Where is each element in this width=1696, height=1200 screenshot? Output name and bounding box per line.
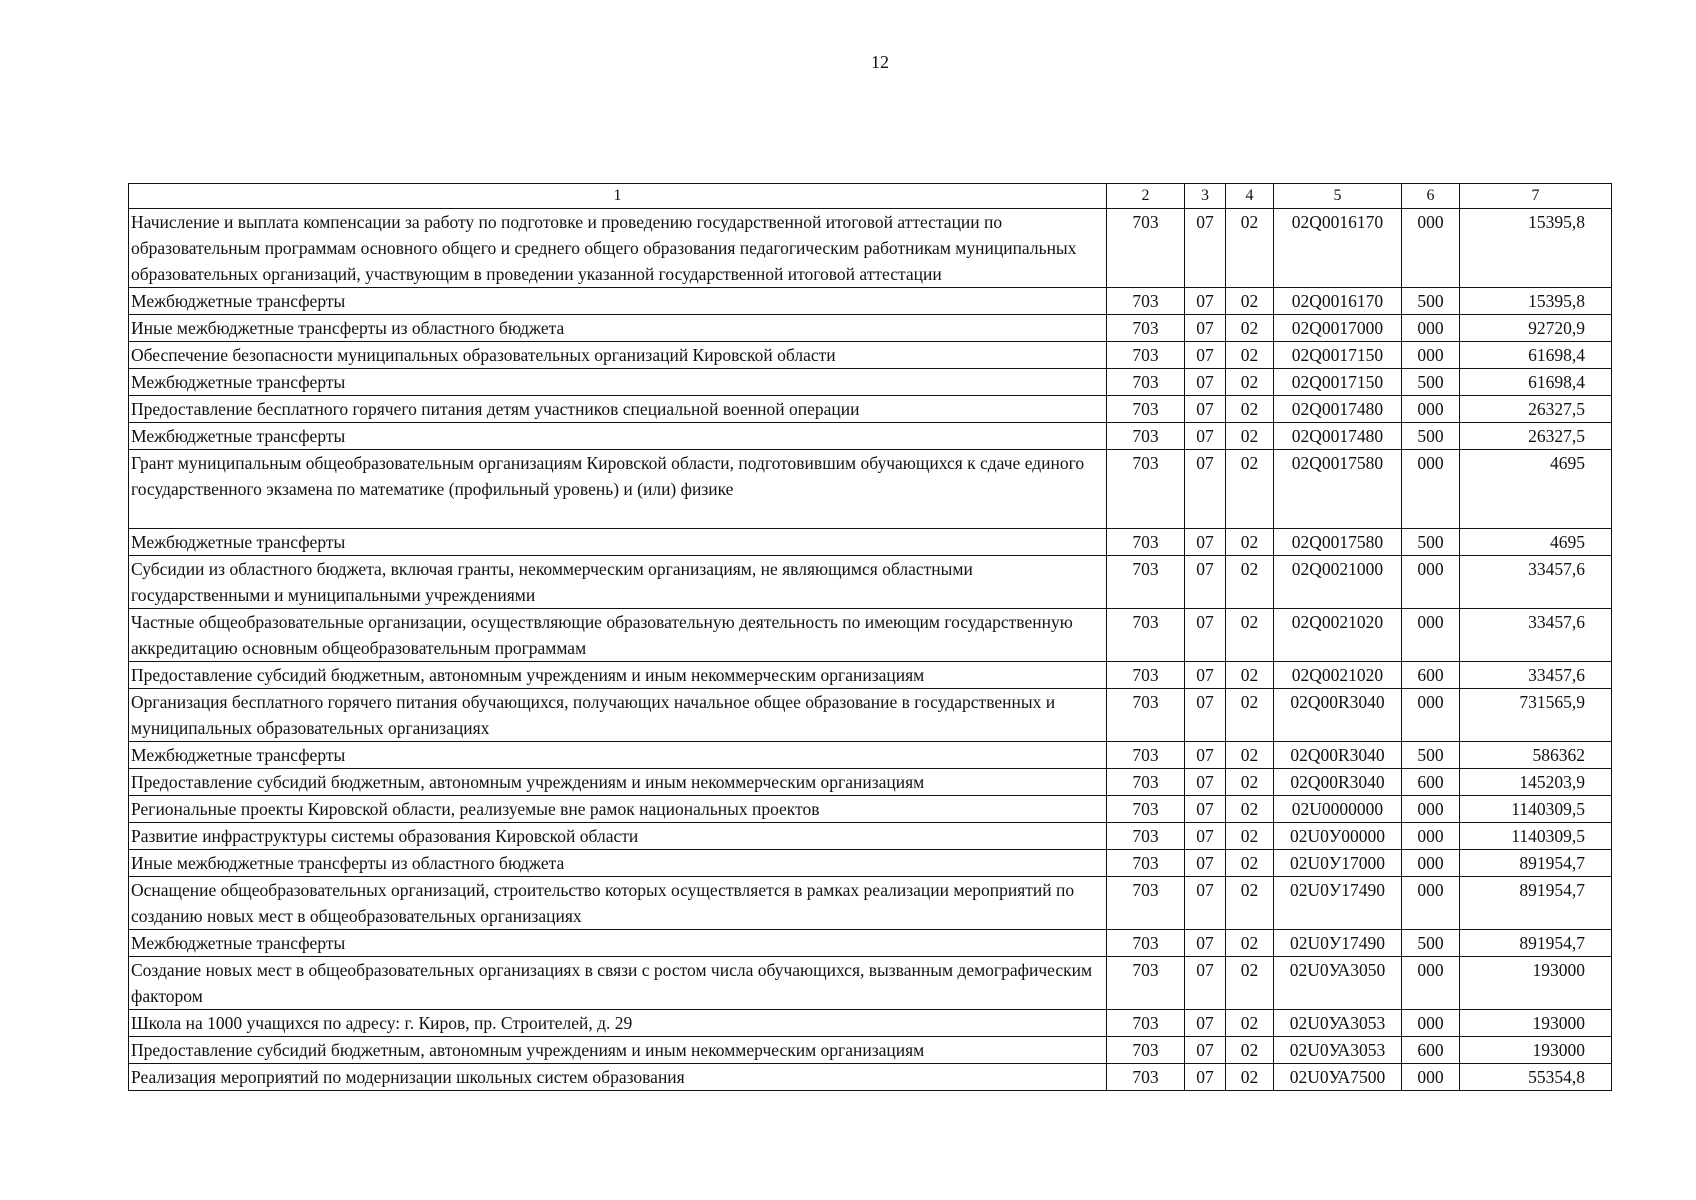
row-vr-cell: 000 xyxy=(1402,877,1460,930)
row-name-cell: Грант муниципальным общеобразовательным организациям Кировской области, подготовившим обучающихся к сдаче единого государственного экзамена по математике (профильный уровень) и (или) физике xyxy=(129,450,1107,529)
row-name-cell: Развитие инфраструктуры системы образования Кировской области xyxy=(129,823,1107,850)
row-vr-cell: 500 xyxy=(1402,423,1460,450)
row-sum-cell: 33457,6 xyxy=(1460,556,1612,609)
table-row xyxy=(129,450,1612,529)
row-ved-cell: 703 xyxy=(1107,689,1185,742)
header-col-5: 5 xyxy=(1274,184,1402,209)
row-vr-cell: 600 xyxy=(1402,769,1460,796)
row-name-cell: Школа на 1000 учащихся по адресу: г. Киров, пр. Строителей, д. 29 xyxy=(129,1010,1107,1037)
header-col-1: 1 xyxy=(129,184,1107,209)
row-name-cell: Предоставление субсидий бюджетным, автономным учреждениям и иным некоммерческим организациям xyxy=(129,1037,1107,1064)
table-row xyxy=(129,1037,1612,1064)
row-csr-cell: 02U0У17490 xyxy=(1274,877,1402,930)
table-row xyxy=(129,742,1612,769)
row-ved-cell: 703 xyxy=(1107,769,1185,796)
row-ved-cell: 703 xyxy=(1107,609,1185,662)
row-name-cell: Субсидии из областного бюджета, включая гранты, некоммерческим организациям, не являющимся областными государственными и муниципальными учреждениями xyxy=(129,556,1107,609)
row-razd-cell: 07 xyxy=(1185,1037,1226,1064)
row-ved-cell: 703 xyxy=(1107,556,1185,609)
row-ved-cell: 703 xyxy=(1107,930,1185,957)
row-podrazd-cell: 02 xyxy=(1226,288,1274,315)
row-csr-cell: 02Q00R3040 xyxy=(1274,689,1402,742)
row-sum-cell: 1140309,5 xyxy=(1460,823,1612,850)
table-row xyxy=(129,288,1612,315)
row-csr-cell: 02Q0017480 xyxy=(1274,423,1402,450)
row-podrazd-cell: 02 xyxy=(1226,796,1274,823)
row-name-cell: Предоставление бесплатного горячего питания детям участников специальной военной операции xyxy=(129,396,1107,423)
row-csr-cell: 02U0000000 xyxy=(1274,796,1402,823)
row-sum-cell: 61698,4 xyxy=(1460,342,1612,369)
row-ved-cell: 703 xyxy=(1107,342,1185,369)
row-ved-cell: 703 xyxy=(1107,396,1185,423)
row-podrazd-cell: 02 xyxy=(1226,823,1274,850)
table-row xyxy=(129,662,1612,689)
row-sum-cell: 891954,7 xyxy=(1460,850,1612,877)
row-vr-cell: 000 xyxy=(1402,957,1460,1010)
row-name-cell: Межбюджетные трансферты xyxy=(129,529,1107,556)
row-sum-cell: 92720,9 xyxy=(1460,315,1612,342)
row-csr-cell: 02Q00R3040 xyxy=(1274,742,1402,769)
row-podrazd-cell: 02 xyxy=(1226,850,1274,877)
table-row xyxy=(129,1064,1612,1091)
row-vr-cell: 600 xyxy=(1402,662,1460,689)
row-sum-cell: 4695 xyxy=(1460,529,1612,556)
row-name-cell: Обеспечение безопасности муниципальных образовательных организаций Кировской области xyxy=(129,342,1107,369)
row-ved-cell: 703 xyxy=(1107,877,1185,930)
table-row xyxy=(129,396,1612,423)
row-name-cell: Иные межбюджетные трансферты из областного бюджета xyxy=(129,850,1107,877)
page-number: 12 xyxy=(871,52,889,72)
row-sum-cell: 586362 xyxy=(1460,742,1612,769)
row-sum-cell: 15395,8 xyxy=(1460,209,1612,288)
row-csr-cell: 02U0У00000 xyxy=(1274,823,1402,850)
row-razd-cell: 07 xyxy=(1185,796,1226,823)
row-vr-cell: 000 xyxy=(1402,315,1460,342)
row-vr-cell: 000 xyxy=(1402,1010,1460,1037)
row-ved-cell: 703 xyxy=(1107,450,1185,529)
row-ved-cell: 703 xyxy=(1107,1010,1185,1037)
row-name-cell: Межбюджетные трансферты xyxy=(129,369,1107,396)
table-row xyxy=(129,529,1612,556)
row-sum-cell: 33457,6 xyxy=(1460,609,1612,662)
row-razd-cell: 07 xyxy=(1185,529,1226,556)
row-csr-cell: 02U0У17490 xyxy=(1274,930,1402,957)
row-podrazd-cell: 02 xyxy=(1226,662,1274,689)
row-podrazd-cell: 02 xyxy=(1226,742,1274,769)
row-razd-cell: 07 xyxy=(1185,423,1226,450)
row-ved-cell: 703 xyxy=(1107,742,1185,769)
row-ved-cell: 703 xyxy=(1107,1037,1185,1064)
row-razd-cell: 07 xyxy=(1185,396,1226,423)
row-podrazd-cell: 02 xyxy=(1226,423,1274,450)
row-podrazd-cell: 02 xyxy=(1226,529,1274,556)
row-sum-cell: 1140309,5 xyxy=(1460,796,1612,823)
row-sum-cell: 33457,6 xyxy=(1460,662,1612,689)
row-podrazd-cell: 02 xyxy=(1226,450,1274,529)
row-csr-cell: 02Q0017580 xyxy=(1274,450,1402,529)
row-vr-cell: 500 xyxy=(1402,369,1460,396)
row-ved-cell: 703 xyxy=(1107,850,1185,877)
row-ved-cell: 703 xyxy=(1107,662,1185,689)
row-ved-cell: 703 xyxy=(1107,957,1185,1010)
row-razd-cell: 07 xyxy=(1185,1064,1226,1091)
row-razd-cell: 07 xyxy=(1185,1010,1226,1037)
table-header xyxy=(129,184,1612,209)
row-razd-cell: 07 xyxy=(1185,315,1226,342)
row-vr-cell: 000 xyxy=(1402,396,1460,423)
row-ved-cell: 703 xyxy=(1107,369,1185,396)
row-sum-cell: 145203,9 xyxy=(1460,769,1612,796)
row-razd-cell: 07 xyxy=(1185,957,1226,1010)
row-razd-cell: 07 xyxy=(1185,769,1226,796)
row-vr-cell: 000 xyxy=(1402,796,1460,823)
row-csr-cell: 02Q0016170 xyxy=(1274,288,1402,315)
row-name-cell: Начисление и выплата компенсации за работу по подготовке и проведению государственной итоговой аттестации по образовательным программам основного общего и среднего общего образования педагогическим работникам муниципальных образовательных организаций, участвующим в проведении указанной государственной итоговой аттестации xyxy=(129,209,1107,288)
table-row xyxy=(129,609,1612,662)
row-razd-cell: 07 xyxy=(1185,609,1226,662)
row-name-cell: Оснащение общеобразовательных организаций, строительство которых осуществляется в рамках реализации мероприятий по созданию новых мест в общеобразовательных организациях xyxy=(129,877,1107,930)
row-razd-cell: 07 xyxy=(1185,823,1226,850)
row-name-cell: Межбюджетные трансферты xyxy=(129,742,1107,769)
row-csr-cell: 02Q0017480 xyxy=(1274,396,1402,423)
row-ved-cell: 703 xyxy=(1107,423,1185,450)
row-razd-cell: 07 xyxy=(1185,450,1226,529)
row-ved-cell: 703 xyxy=(1107,823,1185,850)
header-col-7: 7 xyxy=(1460,184,1612,209)
row-vr-cell: 500 xyxy=(1402,930,1460,957)
row-vr-cell: 000 xyxy=(1402,556,1460,609)
table-row xyxy=(129,689,1612,742)
row-ved-cell: 703 xyxy=(1107,796,1185,823)
row-ved-cell: 703 xyxy=(1107,288,1185,315)
table-body xyxy=(129,209,1612,1091)
row-csr-cell: 02Q0017000 xyxy=(1274,315,1402,342)
row-podrazd-cell: 02 xyxy=(1226,396,1274,423)
row-sum-cell: 26327,5 xyxy=(1460,423,1612,450)
table-row xyxy=(129,957,1612,1010)
row-razd-cell: 07 xyxy=(1185,369,1226,396)
row-vr-cell: 500 xyxy=(1402,288,1460,315)
row-name-cell: Предоставление субсидий бюджетным, автономным учреждениям и иным некоммерческим организациям xyxy=(129,769,1107,796)
row-sum-cell: 731565,9 xyxy=(1460,689,1612,742)
table-row xyxy=(129,556,1612,609)
row-razd-cell: 07 xyxy=(1185,288,1226,315)
table-row xyxy=(129,209,1612,288)
row-sum-cell: 26327,5 xyxy=(1460,396,1612,423)
row-vr-cell: 000 xyxy=(1402,689,1460,742)
row-csr-cell: 02Q0017150 xyxy=(1274,369,1402,396)
row-sum-cell: 891954,7 xyxy=(1460,877,1612,930)
row-vr-cell: 500 xyxy=(1402,529,1460,556)
row-vr-cell: 000 xyxy=(1402,850,1460,877)
row-razd-cell: 07 xyxy=(1185,742,1226,769)
row-sum-cell: 891954,7 xyxy=(1460,930,1612,957)
row-vr-cell: 000 xyxy=(1402,1064,1460,1091)
table-row xyxy=(129,369,1612,396)
row-ved-cell: 703 xyxy=(1107,315,1185,342)
row-name-cell: Частные общеобразовательные организации, осуществляющие образовательную деятельность по имеющим государственную аккредитацию основным общеобразовательным программам xyxy=(129,609,1107,662)
row-vr-cell: 000 xyxy=(1402,609,1460,662)
row-csr-cell: 02U0УА3050 xyxy=(1274,957,1402,1010)
row-sum-cell: 15395,8 xyxy=(1460,288,1612,315)
row-podrazd-cell: 02 xyxy=(1226,957,1274,1010)
row-podrazd-cell: 02 xyxy=(1226,369,1274,396)
row-razd-cell: 07 xyxy=(1185,930,1226,957)
row-vr-cell: 000 xyxy=(1402,450,1460,529)
row-vr-cell: 000 xyxy=(1402,342,1460,369)
table-row xyxy=(129,823,1612,850)
row-sum-cell: 55354,8 xyxy=(1460,1064,1612,1091)
row-vr-cell: 000 xyxy=(1402,209,1460,288)
row-name-cell: Региональные проекты Кировской области, реализуемые вне рамок национальных проектов xyxy=(129,796,1107,823)
table-row xyxy=(129,930,1612,957)
row-ved-cell: 703 xyxy=(1107,529,1185,556)
row-name-cell: Предоставление субсидий бюджетным, автономным учреждениям и иным некоммерческим организациям xyxy=(129,662,1107,689)
table-row xyxy=(129,1010,1612,1037)
table-row xyxy=(129,769,1612,796)
row-sum-cell: 4695 xyxy=(1460,450,1612,529)
table-row xyxy=(129,850,1612,877)
table-row xyxy=(129,342,1612,369)
row-name-cell: Межбюджетные трансферты xyxy=(129,423,1107,450)
header-col-6: 6 xyxy=(1402,184,1460,209)
row-razd-cell: 07 xyxy=(1185,850,1226,877)
row-podrazd-cell: 02 xyxy=(1226,342,1274,369)
row-razd-cell: 07 xyxy=(1185,662,1226,689)
row-name-cell: Организация бесплатного горячего питания обучающихся, получающих начальное общее образование в государственных и муниципальных образовательных организациях xyxy=(129,689,1107,742)
row-razd-cell: 07 xyxy=(1185,877,1226,930)
row-name-cell: Создание новых мест в общеобразовательных организациях в связи с ростом числа обучающихся, вызванным демографическим фактором xyxy=(129,957,1107,1010)
row-csr-cell: 02U0УА3053 xyxy=(1274,1037,1402,1064)
row-csr-cell: 02Q0017580 xyxy=(1274,529,1402,556)
row-vr-cell: 500 xyxy=(1402,742,1460,769)
row-vr-cell: 000 xyxy=(1402,823,1460,850)
row-podrazd-cell: 02 xyxy=(1226,209,1274,288)
budget-table xyxy=(128,183,1612,1091)
row-csr-cell: 02Q0016170 xyxy=(1274,209,1402,288)
row-name-cell: Межбюджетные трансферты xyxy=(129,930,1107,957)
row-podrazd-cell: 02 xyxy=(1226,556,1274,609)
row-csr-cell: 02Q0021000 xyxy=(1274,556,1402,609)
table-row xyxy=(129,315,1612,342)
row-sum-cell: 61698,4 xyxy=(1460,369,1612,396)
row-sum-cell: 193000 xyxy=(1460,957,1612,1010)
row-razd-cell: 07 xyxy=(1185,209,1226,288)
row-razd-cell: 07 xyxy=(1185,689,1226,742)
row-csr-cell: 02Q0021020 xyxy=(1274,609,1402,662)
table-row xyxy=(129,877,1612,930)
row-podrazd-cell: 02 xyxy=(1226,877,1274,930)
row-podrazd-cell: 02 xyxy=(1226,930,1274,957)
row-name-cell: Иные межбюджетные трансферты из областного бюджета xyxy=(129,315,1107,342)
row-sum-cell: 193000 xyxy=(1460,1037,1612,1064)
row-vr-cell: 600 xyxy=(1402,1037,1460,1064)
header-col-3: 3 xyxy=(1185,184,1226,209)
header-col-2: 2 xyxy=(1107,184,1185,209)
row-csr-cell: 02U0УА3053 xyxy=(1274,1010,1402,1037)
row-podrazd-cell: 02 xyxy=(1226,1064,1274,1091)
row-podrazd-cell: 02 xyxy=(1226,609,1274,662)
row-ved-cell: 703 xyxy=(1107,1064,1185,1091)
row-podrazd-cell: 02 xyxy=(1226,1037,1274,1064)
row-razd-cell: 07 xyxy=(1185,556,1226,609)
row-ved-cell: 703 xyxy=(1107,209,1185,288)
row-csr-cell: 02Q00R3040 xyxy=(1274,769,1402,796)
row-podrazd-cell: 02 xyxy=(1226,315,1274,342)
row-csr-cell: 02U0УА7500 xyxy=(1274,1064,1402,1091)
row-name-cell: Реализация мероприятий по модернизации школьных систем образования xyxy=(129,1064,1107,1091)
row-csr-cell: 02Q0017150 xyxy=(1274,342,1402,369)
table-row xyxy=(129,423,1612,450)
row-csr-cell: 02Q0021020 xyxy=(1274,662,1402,689)
row-name-cell: Межбюджетные трансферты xyxy=(129,288,1107,315)
row-podrazd-cell: 02 xyxy=(1226,769,1274,796)
header-row xyxy=(129,184,1612,209)
table-row xyxy=(129,796,1612,823)
row-podrazd-cell: 02 xyxy=(1226,1010,1274,1037)
row-csr-cell: 02U0У17000 xyxy=(1274,850,1402,877)
row-razd-cell: 07 xyxy=(1185,342,1226,369)
row-sum-cell: 193000 xyxy=(1460,1010,1612,1037)
row-podrazd-cell: 02 xyxy=(1226,689,1274,742)
header-col-4: 4 xyxy=(1226,184,1274,209)
